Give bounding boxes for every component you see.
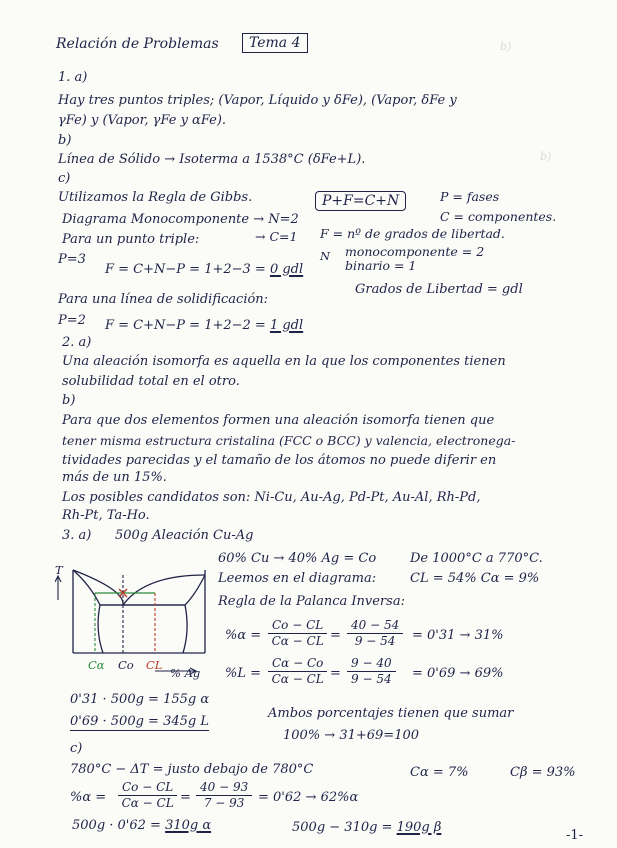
axis-ag-label: % Ag [170, 666, 201, 680]
problem-1b-label: b) [58, 133, 72, 148]
diagram-co-label: Co [118, 658, 134, 672]
liquid-result: = 0'69 → 69% [412, 666, 504, 681]
p2-label: P=2 [58, 313, 86, 328]
read-diagram-values: CL = 54% Cα = 9% [410, 571, 540, 586]
bleed-through-text: b) [540, 150, 552, 163]
gibbs-c-legend: C = componentes. [440, 209, 557, 224]
liquid-fraction-numeric: $\frac{9 - 40}{9 - 54}$ [347, 656, 396, 687]
problem-1b-text: Línea de Sólido → Isoterma a 1538°C (δFe+L). [58, 152, 366, 167]
mono-c-line: → C=1 [255, 229, 298, 244]
c-mass-alpha: 500g · 0'62 = 310g α [72, 818, 212, 833]
problem-2b-label: b) [62, 393, 76, 408]
c-fraction-numeric: $\frac{40 - 93}{7 - 93}$ [196, 780, 252, 811]
beta-solvus [183, 605, 187, 653]
lever-rule-title: Regla de la Palanca Inversa: [218, 594, 405, 609]
page-title: Relación de Problemas [56, 36, 219, 52]
n-label: N [320, 249, 331, 263]
sum-note: 100% → 31+69=100 [283, 728, 420, 743]
diagram-cl-label: CL [146, 658, 163, 672]
problem-1c-label: c) [58, 171, 71, 186]
problem-2b-text: Los posibles candidatos son: Ni-Cu, Au-Ag, Pd-Pt, Au-Al, Rh-Pd, [62, 490, 481, 505]
equation-1: F = C+N−P = 1+2−3 = 0 gdl [105, 262, 304, 277]
gibbs-p-legend: P = fases [440, 189, 500, 204]
gibbs-rule-box: P+F=C+N [315, 191, 406, 211]
equals-sign: = [330, 666, 341, 681]
problem-2b-text: tener misma estructura cristalina (FCC o BCC) y valencia, electronega- [62, 433, 516, 448]
alpha-fraction-symbolic: $\frac{Co - CL}{C\alpha - CL}$ [268, 618, 327, 649]
problem-3a-title: 500g Aleación Cu-Ag [115, 528, 254, 543]
equation-2: F = C+N−P = 1+2−2 = 1 gdl [105, 318, 304, 333]
equals-sign: = [180, 790, 191, 805]
alpha-percent-label: %α = [225, 628, 262, 643]
problem-3c-label: c) [70, 741, 83, 756]
page-number: -1- [566, 828, 584, 843]
problem-1a-text: γFe) y (Vapor, γFe y αFe). [58, 113, 227, 128]
bleed-through-text: b) [500, 40, 512, 53]
problem-1a-text: Hay tres puntos triples; (Vapor, Líquido y δFe), (Vapor, δFe y [58, 93, 457, 108]
problem-2b-text: tividades parecidas y el tamaño de los átomos no puede diferir en [62, 453, 497, 468]
solidus-curve [73, 570, 205, 605]
problem-2a-text: solubilidad total en el otro. [62, 374, 240, 389]
c-beta-value: Cβ = 93% [510, 765, 576, 780]
liquid-percent-label: %L = [225, 666, 262, 681]
c-alpha-percent-label: %α = [70, 790, 107, 805]
problem-1c-text: Utilizamos la Regla de Gibbs. [58, 190, 253, 205]
phase-diagram-sketch [55, 555, 215, 680]
problem-1a-label: 1. a) [58, 70, 88, 85]
triple-point-line: Para un punto triple: [62, 232, 200, 247]
liquidus-curve [73, 570, 205, 605]
equation-1-result: 0 gdl [269, 262, 304, 277]
alpha-result: = 0'31 → 31% [412, 628, 504, 643]
problem-3c-text: 780°C − ΔT = justo debajo de 780°C [70, 762, 314, 777]
composition-line: 60% Cu → 40% Ag = Co [218, 551, 377, 566]
problem-2a-text: Una aleación isomorfa es aquella en la que los componentes tienen [62, 354, 506, 369]
problem-2b-text: más de un 15%. [62, 470, 167, 485]
problem-2b-text: Rh-Pt, Ta-Ho. [62, 508, 150, 523]
equation-2-result: 1 gdl [269, 318, 304, 333]
read-diagram-line: Leemos en el diagrama: [218, 571, 377, 586]
c-mass-beta-result: 190g β [396, 820, 442, 835]
mass-alpha: 0'31 · 500g = 155g α [70, 692, 210, 707]
mass-liquid: 0'69 · 500g = 345g L [70, 714, 209, 729]
n-binary: binario = 1 [345, 258, 417, 273]
diagram-c-alpha-label: Cα [88, 658, 105, 672]
sum-note: Ambos porcentajes tienen que sumar [268, 706, 514, 721]
problem-2a-label: 2. a) [62, 335, 92, 350]
c-mass-alpha-result: 310g α [165, 818, 212, 833]
liquid-fraction-symbolic: $\frac{C\alpha - Co}{C\alpha - CL}$ [268, 656, 327, 687]
mono-diagram-line: Diagrama Monocomponente → N=2 [62, 212, 299, 227]
c-mass-beta: 500g − 310g = 190g β [292, 820, 442, 835]
equals-sign: = [330, 628, 341, 643]
gibbs-f-legend: F = nº de grados de libertad. [320, 226, 505, 241]
temperature-range: De 1000°C a 770°C. [410, 551, 543, 566]
c-alpha-value: Cα = 7% [410, 765, 469, 780]
alpha-solvus [98, 605, 103, 653]
degrees-of-freedom-note: Grados de Libertad = gdl [355, 282, 523, 297]
bleed-through-text [380, 340, 384, 353]
topic-box: Tema 4 [242, 33, 308, 53]
problem-2b-text: Para que dos elementos formen una aleación isomorfa tienen que [62, 413, 495, 428]
solidification-line: Para una línea de solidificación: [58, 292, 269, 307]
problem-3a-label: 3. a) [62, 528, 92, 543]
alpha-fraction-numeric: $\frac{40 - 54}{9 - 54}$ [347, 618, 403, 649]
c-alpha-result: = 0'62 → 62%α [258, 790, 359, 805]
axis-t-label: T [55, 563, 63, 577]
n-mono: monocomponente = 2 [345, 244, 485, 259]
p3-label: P=3 [58, 252, 86, 267]
c-fraction-symbolic: $\frac{Co - CL}{C\alpha - CL}$ [118, 780, 177, 811]
